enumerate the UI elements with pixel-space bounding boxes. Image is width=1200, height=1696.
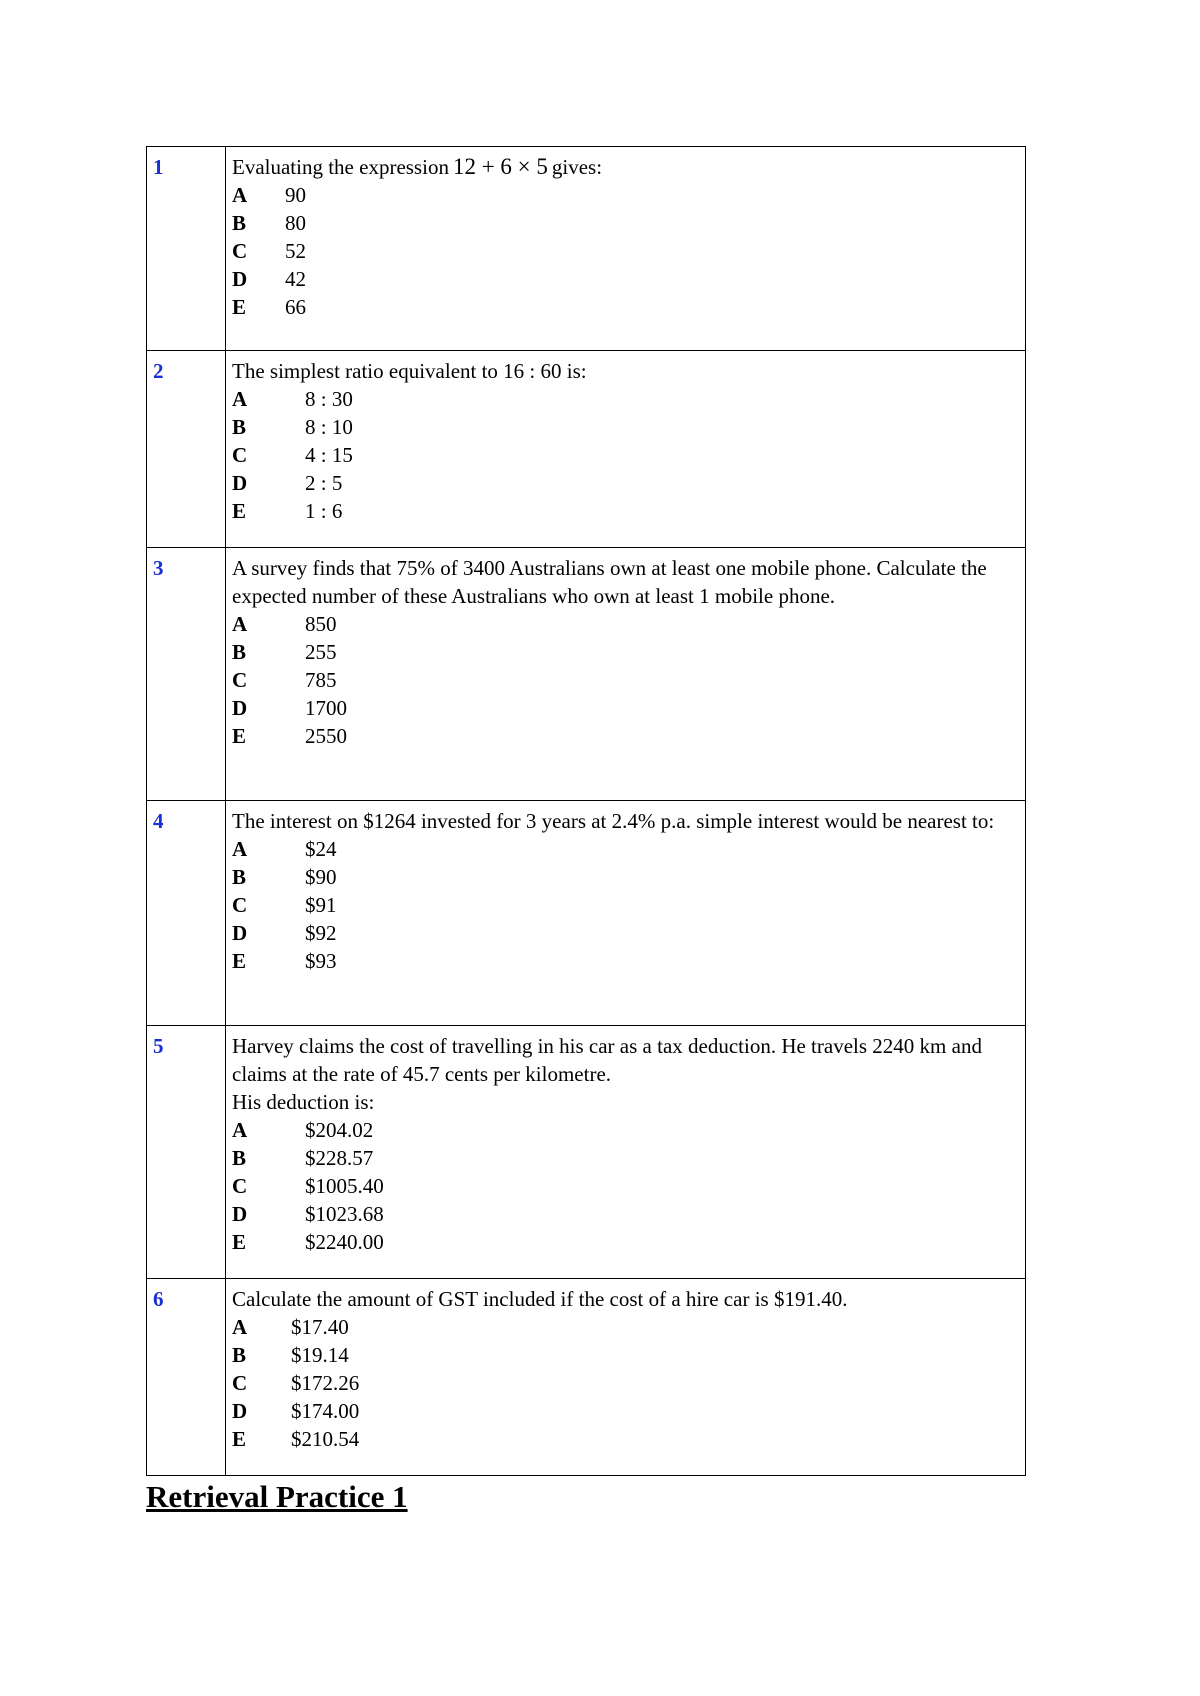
option-letter: A — [232, 183, 248, 207]
option-letter: A — [232, 1315, 248, 1339]
answer-option — [232, 835, 1019, 863]
option-value: 66 — [285, 295, 306, 319]
option-value: 80 — [285, 211, 306, 235]
question-cell — [226, 147, 1026, 351]
question-cell — [226, 548, 1026, 801]
option-value: $24 — [305, 837, 337, 861]
question-text: The interest on $1264 invested for 3 years at 2.4% p.a. simple interest would be nearest to: — [232, 809, 995, 833]
answer-option — [232, 469, 1019, 497]
answer-option — [232, 293, 1019, 321]
option-value: 8 : 10 — [305, 415, 353, 439]
answer-option — [232, 1425, 1019, 1453]
question-row — [147, 351, 1026, 548]
option-letter: C — [232, 1174, 248, 1198]
option-value: 8 : 30 — [305, 387, 353, 411]
question-text: The simplest ratio equivalent to 16 : 60 is: — [232, 359, 587, 383]
question-text-after: gives: — [551, 155, 603, 179]
answer-option — [232, 666, 1019, 694]
answer-option — [232, 1144, 1019, 1172]
option-letter: D — [232, 696, 248, 720]
answer-option — [232, 1200, 1019, 1228]
answer-option — [232, 694, 1019, 722]
question-text: A survey finds that 75% of 3400 Australians own at least one mobile phone. Calculate the expected number of these Australians who own at least 1 mobile phone. — [232, 556, 987, 608]
question-row — [147, 548, 1026, 801]
math-expression: 12 + 6 × 5 — [452, 154, 548, 179]
option-letter: C — [232, 239, 248, 263]
answer-option — [232, 610, 1019, 638]
option-value: 2550 — [305, 724, 347, 748]
answer-option — [232, 1313, 1019, 1341]
option-letter: E — [232, 295, 247, 319]
option-value: 255 — [305, 640, 337, 664]
option-value: $91 — [305, 893, 337, 917]
question-number-cell — [147, 548, 226, 801]
answer-option — [232, 181, 1019, 209]
answer-option — [232, 638, 1019, 666]
question-text-before: Evaluating the expression — [232, 155, 449, 179]
option-letter: E — [232, 1230, 247, 1254]
question-row — [147, 1279, 1026, 1476]
option-letter: B — [232, 640, 247, 664]
option-value: $2240.00 — [305, 1230, 384, 1254]
option-value: $228.57 — [305, 1146, 374, 1170]
answer-option — [232, 863, 1019, 891]
answer-option — [232, 919, 1019, 947]
option-letter: A — [232, 387, 248, 411]
option-letter: D — [232, 267, 248, 291]
question-text — [232, 153, 1019, 181]
option-letter: E — [232, 724, 247, 748]
question-cell — [226, 801, 1026, 1026]
question-text: Harvey claims the cost of travelling in his car as a tax deduction. He travels 2240 km and claims at the rate of 45.7 cents per kilometre. — [232, 1034, 982, 1086]
option-letter: B — [232, 415, 247, 439]
option-letter: D — [232, 1399, 248, 1423]
question-row — [147, 147, 1026, 351]
option-value: 2 : 5 — [305, 471, 343, 495]
option-value: $172.26 — [291, 1371, 360, 1395]
question-number: 6 — [153, 1287, 164, 1311]
question-number-cell — [147, 351, 226, 548]
option-value: $17.40 — [291, 1315, 349, 1339]
question-cell — [226, 351, 1026, 548]
option-value: 1700 — [305, 696, 347, 720]
option-letter: A — [232, 837, 248, 861]
option-letter: C — [232, 1371, 248, 1395]
question-number: 3 — [153, 556, 164, 580]
answer-option — [232, 891, 1019, 919]
answer-option — [232, 413, 1019, 441]
option-value: 4 : 15 — [305, 443, 353, 467]
option-letter: C — [232, 668, 248, 692]
option-value: 1 : 6 — [305, 499, 343, 523]
question-cell — [226, 1026, 1026, 1279]
option-letter: A — [232, 1118, 248, 1142]
questions-table — [146, 146, 1026, 1476]
question-number-cell — [147, 1026, 226, 1279]
answer-option — [232, 1172, 1019, 1200]
question-cell — [226, 1279, 1026, 1476]
answer-option — [232, 1369, 1019, 1397]
answer-option — [232, 1116, 1019, 1144]
answer-option — [232, 722, 1019, 750]
option-letter: A — [232, 612, 248, 636]
question-number: 4 — [153, 809, 164, 833]
question-number: 2 — [153, 359, 164, 383]
option-value: 42 — [285, 267, 306, 291]
answer-option — [232, 441, 1019, 469]
question-text: Calculate the amount of GST included if the cost of a hire car is $191.40. — [232, 1287, 848, 1311]
answer-option — [232, 1228, 1019, 1256]
option-value: $93 — [305, 949, 337, 973]
question-row — [147, 1026, 1026, 1279]
option-letter: D — [232, 471, 248, 495]
option-letter: B — [232, 211, 247, 235]
option-letter: E — [232, 1427, 247, 1451]
option-letter: C — [232, 893, 248, 917]
answer-option — [232, 265, 1019, 293]
question-prompt: His deduction is: — [232, 1090, 375, 1114]
option-value: 52 — [285, 239, 306, 263]
question-number: 1 — [153, 155, 164, 179]
option-value: $204.02 — [305, 1118, 374, 1142]
option-value: $1023.68 — [305, 1202, 384, 1226]
option-letter: E — [232, 949, 247, 973]
option-letter: C — [232, 443, 248, 467]
option-value: 90 — [285, 183, 306, 207]
option-value: $92 — [305, 921, 337, 945]
option-letter: B — [232, 1343, 247, 1367]
question-number-cell — [147, 147, 226, 351]
option-value: $1005.40 — [305, 1174, 384, 1198]
answer-option — [232, 1341, 1019, 1369]
answer-option — [232, 947, 1019, 975]
option-letter: D — [232, 1202, 248, 1226]
option-value: $174.00 — [291, 1399, 360, 1423]
question-number-cell — [147, 801, 226, 1026]
answer-option — [232, 237, 1019, 265]
option-value: $90 — [305, 865, 337, 889]
answer-option — [232, 385, 1019, 413]
option-value: $19.14 — [291, 1343, 349, 1367]
question-row — [147, 801, 1026, 1026]
option-letter: B — [232, 865, 247, 889]
option-letter: B — [232, 1146, 247, 1170]
question-number: 5 — [153, 1034, 164, 1058]
answer-option — [232, 497, 1019, 525]
option-value: 850 — [305, 612, 337, 636]
option-letter: E — [232, 499, 247, 523]
option-letter: D — [232, 921, 248, 945]
answer-option — [232, 209, 1019, 237]
question-number-cell — [147, 1279, 226, 1476]
answer-option — [232, 1397, 1019, 1425]
option-value: $210.54 — [291, 1427, 360, 1451]
option-value: 785 — [305, 668, 337, 692]
page-heading: Retrieval Practice 1 — [146, 1479, 408, 1514]
